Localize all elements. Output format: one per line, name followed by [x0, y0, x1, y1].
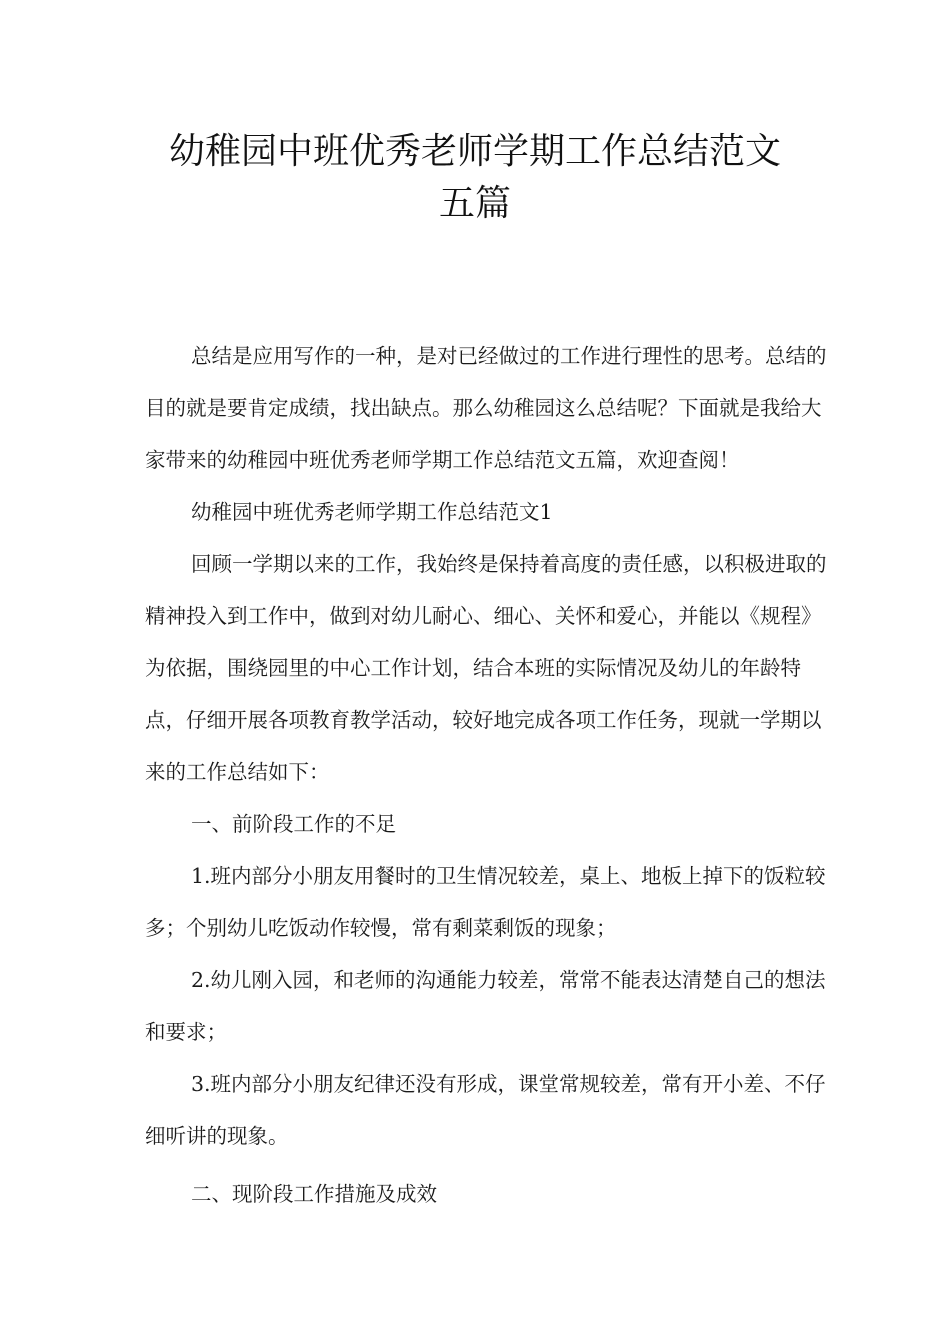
- intro-paragraph: 总结是应用写作的一种，是对已经做过的工作进行理性的思考。总结的目的就是要肯定成绩，找出缺点。那么幼稚园这么总结呢？下面就是我给大家带来的幼稚园中班优秀老师学期工作总结范文五篇，欢迎查阅！: [145, 344, 827, 472]
- section-heading-shortcomings: 一、前阶段工作的不足: [191, 812, 396, 836]
- body-paragraph: 回顾一学期以来的工作，我始终是保持着高度的责任感，以积极进取的精神投入到工作中，做到对幼儿耐心、细心、关怀和爱心，并能以《规程》为依据，围绕园里的中心工作计划，结合本班的实际情况及幼儿的年龄特点，仔细开展各项教育教学活动，较好地完成各项工作任务，现就一学期以来的工作总结如下：: [145, 552, 827, 784]
- section-heading-measures: 二、现阶段工作措施及成效: [191, 1182, 437, 1206]
- list-item-3: 3.班内部分小朋友纪律还没有形成，课堂常规较差，常有开小差、不仔细听讲的现象。: [145, 1072, 826, 1148]
- title-line-2: 五篇: [438, 183, 511, 224]
- document-title: [0, 126, 950, 230]
- list-item-2: 2.幼儿刚入园，和老师的沟通能力较差，常常不能表达清楚自己的想法和要求；: [145, 968, 826, 1044]
- document-body: [145, 330, 835, 1220]
- section-heading-essay-1: 幼稚园中班优秀老师学期工作总结范文1: [191, 500, 553, 524]
- title-line-1: 幼稚园中班优秀老师学期工作总结范文: [168, 131, 781, 172]
- list-item-1: 1.班内部分小朋友用餐时的卫生情况较差，桌上、地板上掉下的饭粒较多；个别幼儿吃饭动作较慢，常有剩菜剩饭的现象；: [145, 864, 826, 940]
